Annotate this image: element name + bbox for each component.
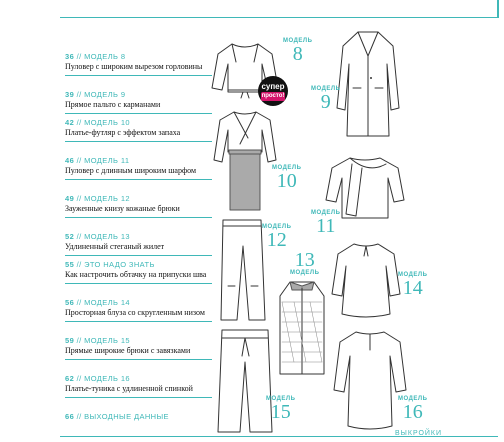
entry-description: Удлиненный стеганый жилет xyxy=(65,242,165,251)
page-number: 55 xyxy=(65,260,75,269)
separator: // xyxy=(76,298,82,307)
model-number: 14 xyxy=(402,277,423,299)
model-10-tag xyxy=(272,165,301,191)
separator: // xyxy=(76,336,82,345)
model-number: 15 xyxy=(270,401,291,423)
model-number: 10 xyxy=(276,170,297,192)
super-easy-badge xyxy=(258,76,288,106)
model-word: МОДЕЛЬ xyxy=(283,38,313,44)
entry-description: Прямое пальто с карманами xyxy=(65,100,161,109)
toc-entry-52[interactable] xyxy=(65,232,215,256)
page-number: 42 xyxy=(65,118,75,127)
section-title: МОДЕЛЬ 9 xyxy=(84,90,126,99)
entry-description: Зауженные книзу кожаные брюки xyxy=(65,204,180,213)
divider xyxy=(65,283,212,284)
separator: // xyxy=(76,374,82,383)
model-word: МОДЕЛЬ xyxy=(290,270,320,276)
section-title: МОДЕЛЬ 8 xyxy=(84,52,126,61)
divider xyxy=(65,141,212,142)
divider xyxy=(65,75,212,76)
model-number: 9 xyxy=(320,91,331,113)
divider xyxy=(65,113,212,114)
toc-entry-56[interactable] xyxy=(65,298,215,322)
model-number: 13 xyxy=(294,249,315,271)
divider xyxy=(65,397,212,398)
divider xyxy=(65,217,212,218)
model-8-tag xyxy=(283,38,312,64)
entry-description: Пуловер с длинным широким шарфом xyxy=(65,166,197,175)
toc-entry-42[interactable] xyxy=(65,118,215,142)
model-number: 11 xyxy=(316,215,336,237)
model-word: МОДЕЛЬ xyxy=(311,210,341,216)
entry-description: Просторная блуза со скругленным низом xyxy=(65,308,205,317)
separator: // xyxy=(76,194,82,203)
separator: // xyxy=(76,412,82,421)
entry-description: Пуловер с широким вырезом горловины xyxy=(65,62,203,71)
separator: // xyxy=(76,260,82,269)
toc-entry-36[interactable] xyxy=(65,52,215,76)
model-13-tag xyxy=(290,250,319,276)
entry-description: Как настрочить обтачку на припуски шва xyxy=(65,270,207,279)
divider xyxy=(65,321,212,322)
model-word: МОДЕЛЬ xyxy=(311,86,341,92)
section-title: МОДЕЛЬ 13 xyxy=(84,232,130,241)
toc-entry-55[interactable] xyxy=(65,260,215,284)
section-title: ЭТО НАДО ЗНАТЬ xyxy=(84,260,155,269)
page-gutter xyxy=(0,0,58,442)
model-12-tag xyxy=(262,224,291,250)
section-title: МОДЕЛЬ 11 xyxy=(84,156,130,165)
model-11-tag xyxy=(311,210,340,236)
badge-line2: просто! xyxy=(261,93,285,99)
section-title: МОДЕЛЬ 15 xyxy=(84,336,130,345)
toc-entry-49[interactable] xyxy=(65,194,215,218)
toc-entry-59[interactable] xyxy=(65,336,215,360)
entry-description: Платье-футляр с эффектом запаха xyxy=(65,128,181,137)
entry-description: Прямые широкие брюки с завязками xyxy=(65,346,191,355)
model-number: 8 xyxy=(292,43,303,65)
model-word: МОДЕЛЬ xyxy=(398,396,428,402)
model-word: МОДЕЛЬ xyxy=(266,396,296,402)
page-number: 36 xyxy=(65,52,75,61)
model-word: МОДЕЛЬ xyxy=(272,165,302,171)
model-13-vest-sketch[interactable] xyxy=(274,278,330,378)
footer-label: ВЫКРОЙКИ xyxy=(395,430,443,437)
divider xyxy=(65,179,212,180)
top-rule xyxy=(60,17,498,18)
section-title: МОДЕЛЬ 12 xyxy=(84,194,130,203)
section-title: МОДЕЛЬ 10 xyxy=(84,118,130,127)
divider xyxy=(65,359,212,360)
entry-description: Платье-туника с удлиненной спинкой xyxy=(65,384,193,393)
badge-line1: супер xyxy=(261,82,285,91)
corner-rule xyxy=(497,0,499,18)
model-word: МОДЕЛЬ xyxy=(398,272,428,278)
page-number: 59 xyxy=(65,336,75,345)
section-title: МОДЕЛЬ 16 xyxy=(84,374,130,383)
section-title: МОДЕЛЬ 14 xyxy=(84,298,130,307)
separator: // xyxy=(76,232,82,241)
model-9-coat-sketch[interactable] xyxy=(333,28,403,140)
section-title: ВЫХОДНЫЕ ДАННЫЕ xyxy=(84,412,169,421)
toc-entry-46[interactable] xyxy=(65,156,215,180)
page-number: 56 xyxy=(65,298,75,307)
model-word: МОДЕЛЬ xyxy=(262,224,292,230)
toc-entry-62[interactable] xyxy=(65,374,215,398)
toc-entry-39[interactable] xyxy=(65,90,215,114)
model-15-tag xyxy=(266,396,295,422)
divider xyxy=(65,255,212,256)
separator: // xyxy=(76,156,82,165)
page-number: 49 xyxy=(65,194,75,203)
model-number: 12 xyxy=(266,229,287,251)
separator: // xyxy=(76,52,82,61)
page-number: 62 xyxy=(65,374,75,383)
page-number: 39 xyxy=(65,90,75,99)
page-number: 66 xyxy=(65,412,75,421)
page-number: 46 xyxy=(65,156,75,165)
page-number: 52 xyxy=(65,232,75,241)
separator: // xyxy=(76,118,82,127)
toc-entry-66[interactable] xyxy=(65,412,215,421)
separator: // xyxy=(76,90,82,99)
model-9-tag xyxy=(311,86,340,112)
model-14-blouse-sketch[interactable] xyxy=(330,240,402,322)
model-14-tag xyxy=(398,272,427,298)
model-number: 16 xyxy=(402,401,423,423)
model-16-tag xyxy=(398,396,427,422)
model-10-dress-sketch[interactable] xyxy=(210,108,280,214)
